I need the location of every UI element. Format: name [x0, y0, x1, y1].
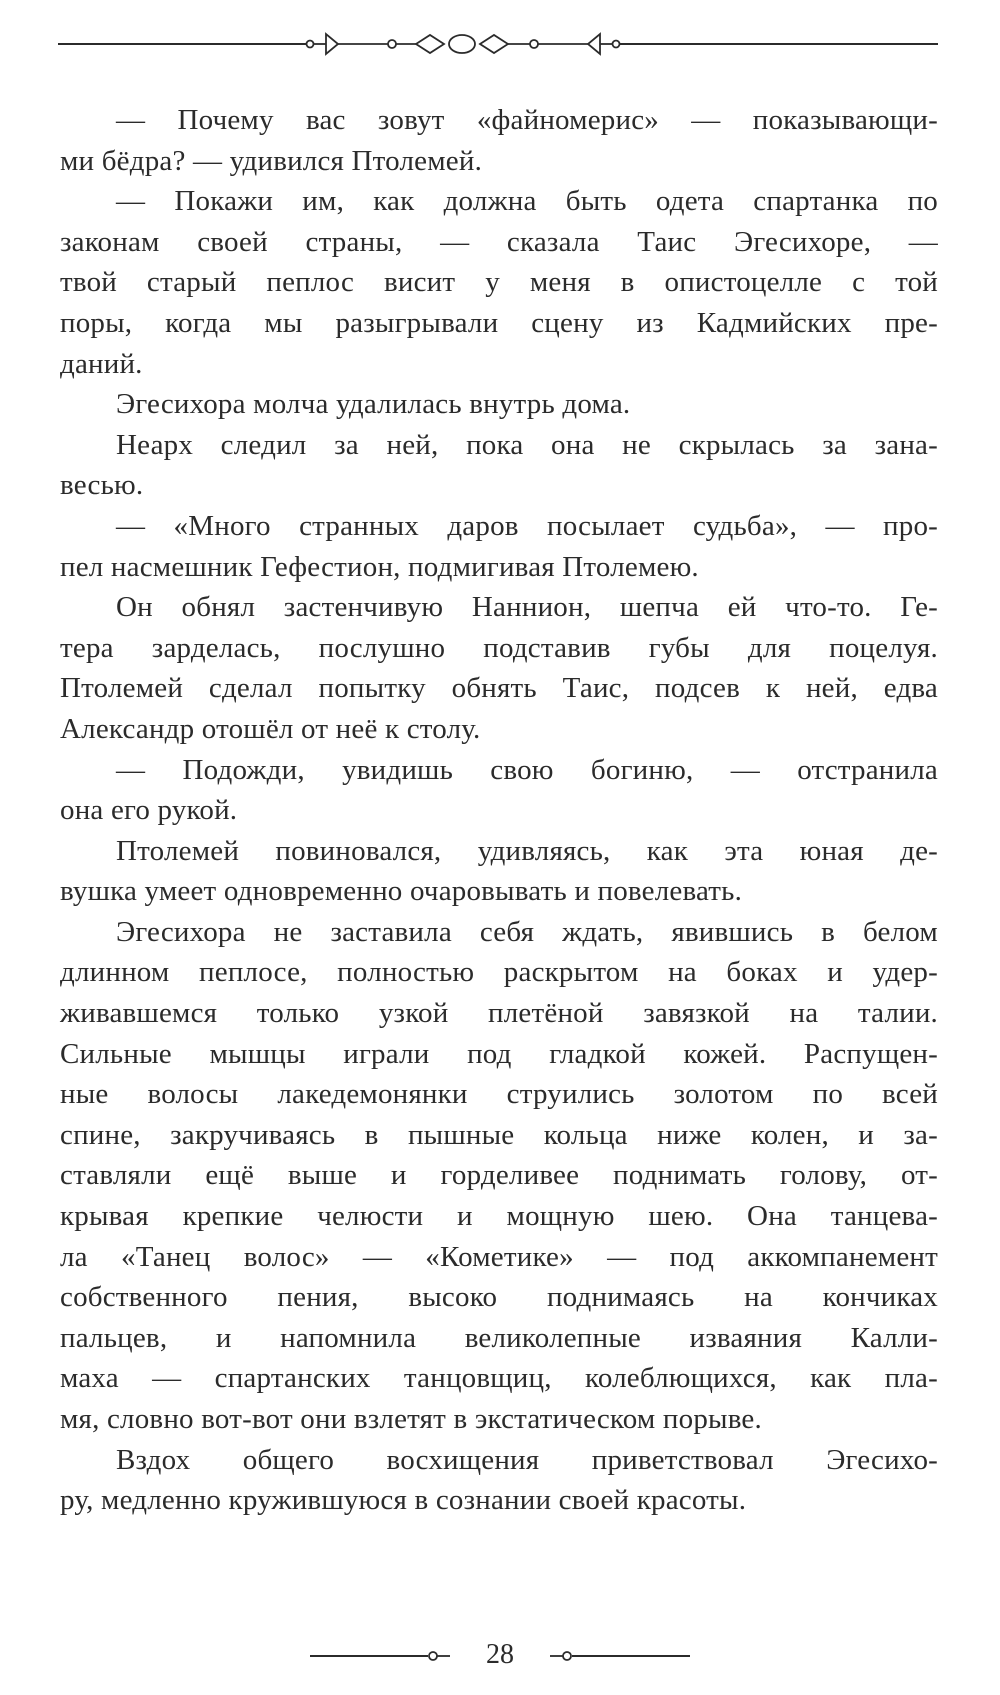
text-line: собственного пения, высоко поднимаясь на кончиках: [60, 1281, 938, 1314]
text-line: пел насмешник Гефестион, подмигивая Птолемею.: [60, 550, 699, 583]
text-line: Александр отошёл от неё к столу.: [60, 712, 481, 745]
text-line: весью.: [60, 469, 144, 502]
text-line: — Почему вас зовут «файномерис» — показывающи-: [116, 104, 938, 136]
text-line: Вздох общего восхищения приветствовал Эгесихо-: [116, 1443, 938, 1476]
text-line: ру, медленно кружившуюся в сознании своей красоты.: [60, 1484, 747, 1517]
text-line: она его рукой.: [60, 794, 238, 827]
text-line: поры, когда мы разыгрывали сцену из Кадмийских пре-: [60, 306, 938, 339]
text-line: Он обнял застенчивую Наннион, шепча ей что-то. Ге-: [116, 591, 938, 624]
text-line: Птолемей повиновался, удивляясь, как эта юная де-: [116, 834, 938, 867]
text-line: ми бёдра? — удивился Птолемей.: [60, 144, 483, 177]
text-line: пальцев, и напомнила великолепные изваяния Калли-: [60, 1321, 938, 1354]
page-number: 28: [486, 1639, 514, 1670]
text-line: Сильные мышцы играли под гладкой кожей. Распущен-: [60, 1037, 938, 1070]
text-line: спине, закручиваясь в пышные кольца ниже колен, и за-: [60, 1118, 938, 1151]
text-line: ставляли ещё выше и горделивее поднимать голову, от-: [60, 1159, 938, 1192]
text-line: Птолемей сделал попытку обнять Таис, подсев к ней, едва: [60, 672, 938, 705]
text-line: длинном пеплосе, полностью раскрытом на боках и удер-: [60, 956, 938, 989]
text-line: живавшемся только узкой плетёной завязкой на талии.: [60, 997, 938, 1030]
text-line: Эгесихора не заставила себя ждать, явившись в белом: [116, 915, 938, 948]
text-line: вушка умеет одновременно очаровывать и повелевать.: [60, 875, 743, 908]
header-ornament: [58, 22, 938, 66]
text-line: — «Много странных даров посылает судьба», — про-: [116, 509, 938, 542]
body-text: [60, 100, 938, 1521]
text-line: крывая крепкие челюсти и мощную шею. Она танцева-: [60, 1200, 938, 1233]
text-line: — Покажи им, как должна быть одета спартанка по: [116, 185, 938, 218]
text-line: мя, словно вот-вот они взлетят в экстатическом порыве.: [60, 1403, 762, 1435]
text-line: тера зарделась, послушно подставив губы для поцелуя.: [60, 631, 938, 664]
page-footer: [0, 1635, 1000, 1675]
text-line: — Подожди, увидишь свою богиню, — отстранила: [116, 753, 938, 786]
text-line: законам своей страны, — сказала Таис Эгесихоре, —: [60, 225, 938, 258]
text-line: Неарх следил за ней, пока она не скрылась за зана-: [116, 428, 938, 461]
text-line: ные волосы лакедемонянки струились золотом по всей: [60, 1078, 938, 1111]
text-line: маха — спартанских танцовщиц, колеблющихся, как пла-: [60, 1362, 938, 1395]
text-line: Эгесихора молча удалилась внутрь дома.: [116, 388, 631, 421]
text-line: ла «Танец волос» — «Кометике» — под аккомпанемент: [60, 1240, 938, 1273]
text-line: даний.: [60, 347, 143, 380]
text-line: твой старый пеплос висит у меня в опистоцелле с той: [60, 266, 938, 299]
